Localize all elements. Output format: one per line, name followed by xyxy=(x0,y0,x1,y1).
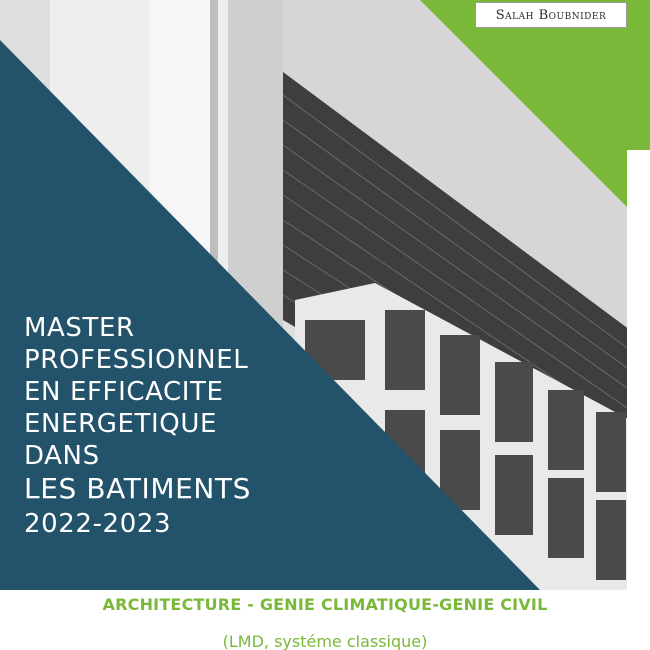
program-title xyxy=(24,312,354,540)
academic-year: 2022-2023 xyxy=(24,509,172,539)
title-line: LES BATIMENTS xyxy=(24,472,251,505)
logo xyxy=(475,2,627,28)
title-line: EN EFFICACITE xyxy=(24,377,224,407)
system-note: (LMD, systéme classique) xyxy=(222,632,428,650)
logo-name: Salah Boubnider xyxy=(495,7,607,23)
title-line: PROFESSIONNEL xyxy=(24,345,249,375)
title-line: DANS xyxy=(24,441,100,471)
title-line: ENERGETIQUE xyxy=(24,409,218,439)
title-line: MASTER xyxy=(24,313,135,343)
disciplines: ARCHITECTURE - GENIE CLIMATIQUE-GENIE CIVIL xyxy=(102,595,548,614)
